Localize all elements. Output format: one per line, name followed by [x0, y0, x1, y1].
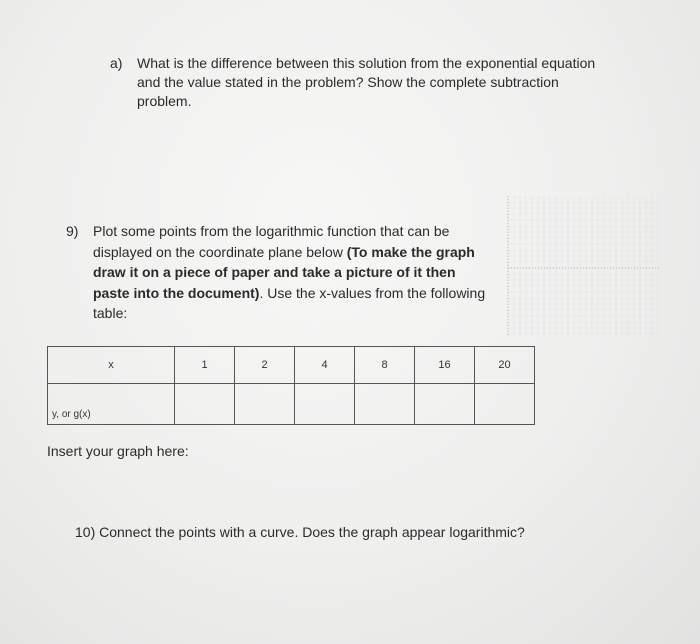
coordinate-plane-thumbnail	[500, 196, 662, 336]
table-row-x	[48, 347, 535, 384]
question-9-text-part1: Plot some points from the logarithmic function that can be displayed on the coordinate plane below	[93, 223, 450, 260]
y-value-cell	[295, 384, 355, 425]
x-value-cell: 20	[475, 347, 535, 384]
question-10-text: Connect the points with a curve. Does the graph appear logarithmic?	[99, 524, 525, 540]
insert-graph-prompt: Insert your graph here:	[47, 443, 189, 459]
question-9	[66, 221, 486, 324]
x-value-cell: 8	[355, 347, 415, 384]
question-a	[110, 54, 650, 111]
x-value-cell: 4	[295, 347, 355, 384]
question-10	[75, 524, 525, 540]
question-a-text: What is the difference between this solution from the exponential equation and the value stated in the problem? Show the complete subtraction problem.	[137, 55, 596, 109]
question-9-number: 9)	[66, 223, 79, 239]
y-value-cell	[235, 384, 295, 425]
x-value-cell: 1	[175, 347, 235, 384]
x-value-cell: 16	[415, 347, 475, 384]
question-9-text-bold: (To make the graph draw it on a piece of paper and take a picture of it then paste into the document)	[93, 243, 475, 301]
coordinate-grid	[508, 196, 660, 336]
y-header-cell: y, or g(x)	[48, 384, 175, 425]
values-table	[47, 346, 535, 425]
y-value-cell	[355, 384, 415, 425]
y-value-cell	[415, 384, 475, 425]
y-value-cell	[475, 384, 535, 425]
question-9-text	[93, 221, 486, 324]
y-value-cell	[175, 384, 235, 425]
question-9-text-part2: . Use the x-values from the following table:	[93, 284, 486, 321]
x-value-cell: 2	[235, 347, 295, 384]
table-row-y	[48, 384, 535, 425]
question-a-marker: a)	[110, 55, 123, 71]
x-header-cell: x	[48, 347, 175, 384]
question-10-number: 10)	[75, 524, 96, 540]
